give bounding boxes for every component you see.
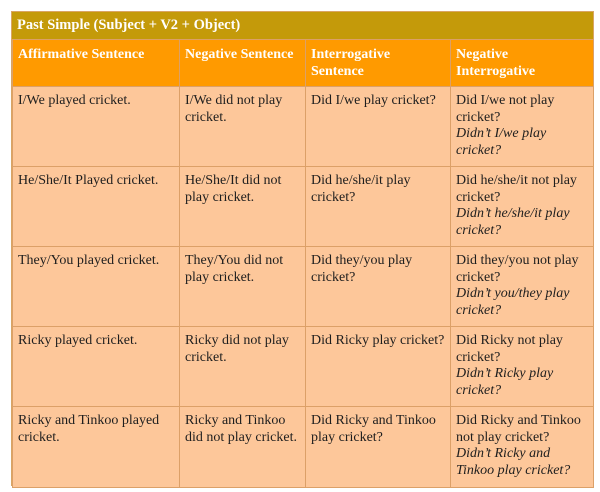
cell-interrogative: Did he/she/it play cricket? [306,167,451,247]
table-row [13,87,594,167]
negative-interrogative-full: Did Ricky not play cricket? [456,333,563,365]
cell-negative: They/You did not play cricket. [180,247,306,327]
cell-affirmative: They/You played cricket. [13,247,180,327]
cell-negative-interrogative [451,407,594,488]
table-row [13,327,594,407]
negative-interrogative-full: Did they/you not play cricket? [456,253,579,285]
header-negative: Negative Sentence [180,40,306,87]
table-title: Past Simple (Subject + V2 + Object) [12,12,593,39]
header-negative-interrogative: Negative Interrogative [451,40,594,87]
cell-negative-interrogative [451,87,594,167]
cell-negative: Ricky and Tinkoo did not play cricket. [180,407,306,488]
table-row [13,407,594,488]
cell-affirmative: I/We played cricket. [13,87,180,167]
cell-negative-interrogative [451,167,594,247]
negative-interrogative-contracted: Didn’t he/she/it play cricket? [456,206,570,238]
cell-negative: Ricky did not play cricket. [180,327,306,407]
negative-interrogative-full: Did he/she/it not play cricket? [456,173,577,205]
header-row [13,40,594,87]
cell-negative: I/We did not play cricket. [180,87,306,167]
cell-interrogative: Did Ricky play cricket? [306,327,451,407]
cell-interrogative: Did Ricky and Tinkoo play cricket? [306,407,451,488]
cell-interrogative: Did I/we play cricket? [306,87,451,167]
table-row [13,167,594,247]
negative-interrogative-contracted: Didn’t Ricky play cricket? [456,366,554,398]
header-interrogative: Interrogative Sentence [306,40,451,87]
cell-negative-interrogative [451,327,594,407]
cell-affirmative: Ricky played cricket. [13,327,180,407]
negative-interrogative-contracted: Didn’t I/we play cricket? [456,126,547,158]
cell-interrogative: Did they/you play cricket? [306,247,451,327]
negative-interrogative-full: Did Ricky and Tinkoo not play cricket? [456,413,581,445]
cell-affirmative: Ricky and Tinkoo played cricket. [13,407,180,488]
negative-interrogative-contracted: Didn’t Ricky and Tinkoo play cricket? [456,446,571,478]
grammar-table [12,39,594,488]
negative-interrogative-full: Did I/we not play cricket? [456,93,555,125]
cell-negative: He/She/It did not play cricket. [180,167,306,247]
header-affirmative: Affirmative Sentence [13,40,180,87]
negative-interrogative-contracted: Didn’t you/they play cricket? [456,286,570,318]
grammar-table-container [11,11,594,486]
cell-negative-interrogative [451,247,594,327]
table-row [13,247,594,327]
cell-affirmative: He/She/It Played cricket. [13,167,180,247]
